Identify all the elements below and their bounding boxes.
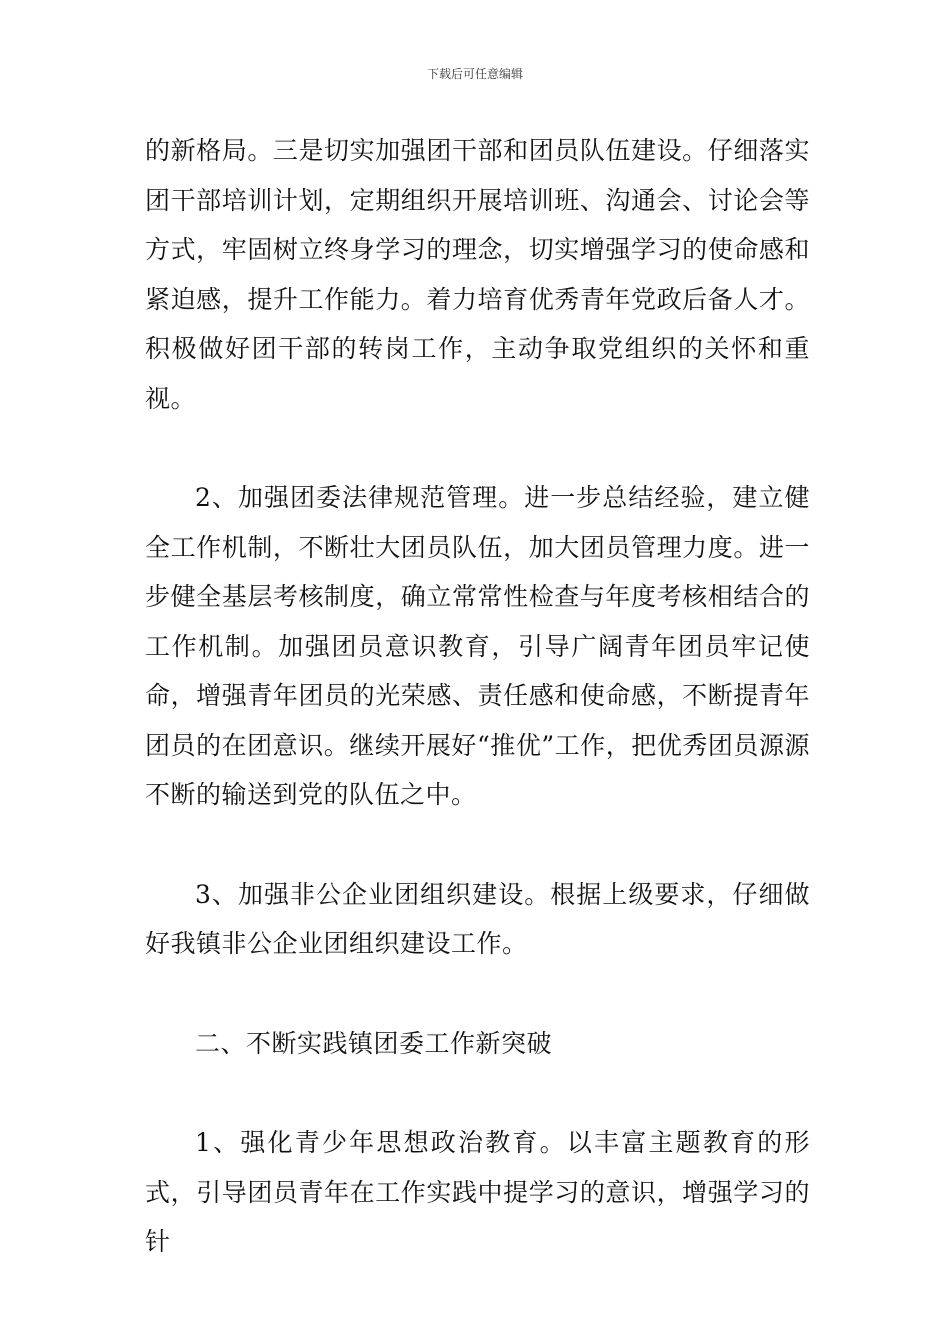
paragraph-item-2: 2、加强团委法律规范管理。进一步总结经验，建立健全工作机制，不断壮大团员队伍，加大团员管理力度。进一步健全基层考核制度，确立常常性检查与年度考核相结合的工作机制。加强团员意识教育，引导广阔青年团员牢记使命，增强青年团员的光荣感、责任感和使命感，不断提青年团员的在团意识。继续开展好“推优”工作，把优秀团员源源不断的输送到党的队伍之中。 [145, 483, 810, 809]
document-body [145, 126, 810, 1267]
paragraph-item-1: 1、强化青少年思想政治教育。以丰富主题教育的形式，引导团员青年在工作实践中提学习的意识，增强学习的针 [145, 1128, 810, 1256]
paragraph-continuation: 的新格局。三是切实加强团干部和团员队伍建设。仔细落实团干部培训计划，定期组织开展培训班、沟通会、讨论会等方式，牢固树立终身学习的理念，切实增强学习的使命感和紧迫感，提升工作能力。着力培育优秀青年党政后备人才。积极做好团干部的转岗工作，主动争取党组织的关怀和重视。 [145, 136, 810, 413]
section-heading-2: 二、不断实践镇团委工作新突破 [195, 1028, 553, 1058]
page-header-note: 下载后可任意编辑 [426, 67, 523, 81]
paragraph-item-3: 3、加强非公企业团组织建设。根据上级要求，仔细做好我镇非公企业团组织建设工作。 [145, 879, 810, 958]
